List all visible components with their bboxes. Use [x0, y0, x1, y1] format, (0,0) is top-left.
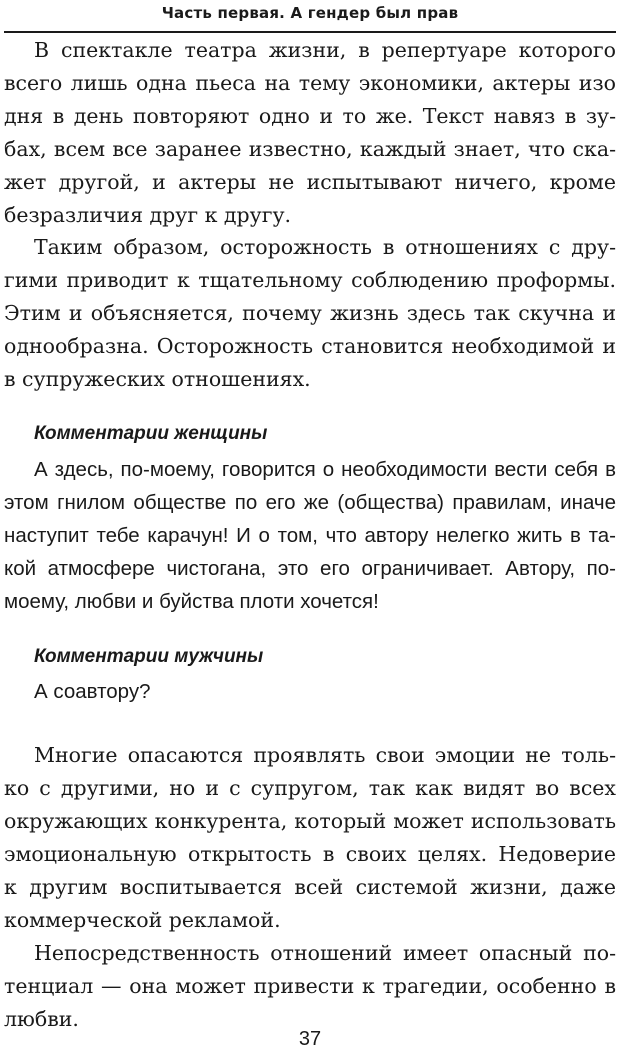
text-line: безразличия друг к другу. [4, 203, 292, 227]
comment-line: моему, любви и буйства плоти хочется! [4, 590, 379, 613]
comment-line: кой атмосфере чистогана, это его ограничивает. Автору, по- [4, 557, 616, 580]
text-line: бах, всем все заранее известно, каждый знает, что ска- [4, 137, 616, 161]
comment-line: А здесь, по-моему, говорится о необходимости вести себя в [34, 458, 616, 481]
text-line: в супружеских отношениях. [4, 367, 311, 391]
running-title: Часть первая. А гендер был прав [161, 4, 459, 22]
text-line: Таким образом, осторожность в отношениях с дру- [34, 235, 616, 259]
text-line: всего лишь одна пьеса на тему экономики, актеры изо [4, 71, 616, 95]
text-line: Многие опасаются проявлять свои эмоции не толь- [34, 743, 616, 767]
page-number: 37 [298, 1028, 322, 1050]
text-line: любви. [4, 1007, 79, 1031]
text-line: гими приводит к тщательному соблюдению проформы. [4, 268, 616, 292]
text-line: ко с другими, но и с супругом, так как видят во всех [4, 776, 616, 800]
comment-line: этом гнилом обществе по его же (общества) правилам, иначе [4, 491, 616, 514]
comment-line: А соавтору? [34, 680, 151, 703]
text-line: В спектакле театра жизни, в репертуаре которого [34, 38, 616, 62]
women-comment-heading: Комментарии женщины [34, 423, 268, 444]
men-comment-heading: Комментарии мужчины [34, 646, 264, 667]
text-line: к другим воспитывается всей системой жизни, даже [4, 875, 616, 899]
text-line: эмоциональную открытость в своих целях. Недоверие [4, 842, 616, 866]
text-line: тенциал — она может привести к трагедии, особенно в [4, 974, 616, 998]
text-line: дня в день повторяют одно и то же. Текст навяз в зу- [4, 104, 616, 128]
comment-line: наступит тебе карачун! И о том, что автору нелегко жить в та- [4, 524, 616, 547]
text-line: окружающих конкурента, который может использовать [4, 809, 616, 833]
text-line: коммерческой рекламой. [4, 908, 281, 932]
text-line: Непосредственность отношений имеет опасный по- [34, 941, 616, 965]
header-rule [4, 31, 616, 33]
text-line: однообразна. Осторожность становится необходимой и [4, 334, 616, 358]
text-line: Этим и объясняется, почему жизнь здесь так скучна и [4, 301, 616, 325]
text-line: жет другой, и актеры не испытывают ничего, кроме [4, 170, 616, 194]
